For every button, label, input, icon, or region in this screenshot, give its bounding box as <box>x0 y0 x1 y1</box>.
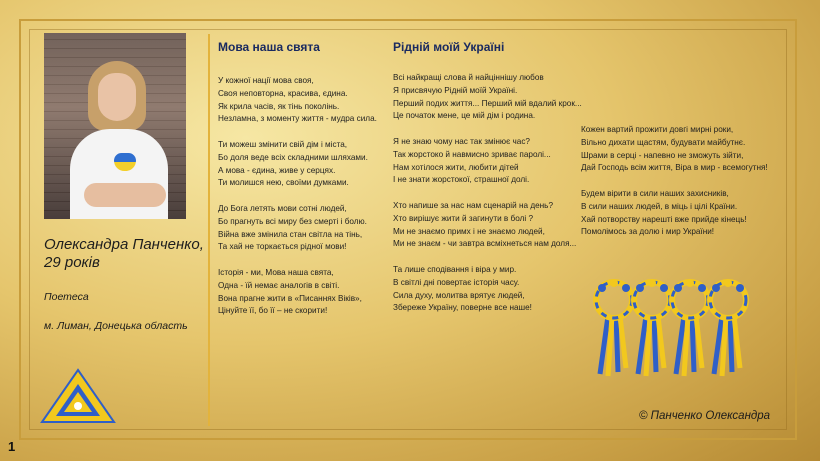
poem-line: Дай Господь всім життя, Віра в мир - всемогутня! <box>581 163 768 173</box>
poem-line: Бо доля веде всіх складними шляхами. <box>218 152 368 162</box>
poem-line: Вона прагне жити в «Писаннях Віків», <box>218 293 362 303</box>
poem-line: Вільно дихати щастям, будувати майбутнє. <box>581 137 746 147</box>
organization-logo-icon <box>38 368 118 426</box>
poem-line: Як крила часів, як тінь поколінь. <box>218 101 340 111</box>
poem1-stanza <box>218 139 377 190</box>
poem-line: Своя неповторна, красива, єдина. <box>218 88 348 98</box>
author-name-line1: Олександра Панченко, <box>44 236 204 253</box>
poem-line: Незламна, з моменту життя - мудра сила. <box>218 114 377 124</box>
poem-line: Хто напише за нас нам сценарій на день? <box>393 200 553 210</box>
poem2-stanza <box>393 72 582 123</box>
poem1-stanza <box>218 75 377 126</box>
author-age: 29 років <box>44 254 100 271</box>
poem3-stanza <box>581 188 768 239</box>
poem-line: Всі найкращі слова й найціннішу любов <box>393 73 544 82</box>
poem-line: Так жорстоко й навмисно зриває паролі... <box>393 149 551 159</box>
wreath-decoration-icon <box>590 276 760 378</box>
poem-line: Помолімось за долю і мир України! <box>581 227 715 237</box>
poem-line: Сила духу, молитва врятує людей, <box>393 290 525 300</box>
poem2-text <box>393 72 582 315</box>
author-name <box>44 236 204 272</box>
poem1-stanza <box>218 203 377 254</box>
poem-line: Хто вирішує жити й загинути в болі ? <box>393 213 534 223</box>
poem-line: Війна вже змінила стан світла на тінь, <box>218 229 363 239</box>
poem-line: Нам хотілося жити, любити дітей <box>393 162 519 172</box>
column-divider <box>208 34 210 426</box>
poem-line: До Бога летять мови сотні людей, <box>218 203 347 213</box>
poem-line: В сили наших людей, в міць і цілі Країни. <box>581 201 738 211</box>
poem-line: Це початок мене, це мій дім і родина. <box>393 111 536 121</box>
page-number: 1 <box>8 439 16 454</box>
poem-line: Ми не знаєм - чи завтра всміхнеться нам доля... <box>393 239 577 249</box>
poem-line: У кожної нації мова своя, <box>218 76 314 85</box>
poem1-text <box>218 75 377 318</box>
poem-line: Хай потворству нарешті вже прийде кінець! <box>581 214 747 224</box>
poem-line: Цінуйте її, бо її – не скорити! <box>218 306 328 316</box>
poem3-stanza <box>581 124 768 175</box>
poem-line: Історія - ми, Мова наша свята, <box>218 267 334 277</box>
poem-line: Я не знаю чому нас так змінює час? <box>393 136 530 146</box>
poem-line: Збереже Україну, поверне все наше! <box>393 303 532 313</box>
poem-line: Ти можеш змінити свій дім і міста, <box>218 139 348 149</box>
poem-line: Я присвячую Рідній моїй Україні. <box>393 85 518 95</box>
poem2-stanza <box>393 200 582 251</box>
poem-line: Перший подих життя... Перший мій вдалий крок... <box>393 98 582 108</box>
author-place: м. Лиман, Донецька область <box>44 320 188 332</box>
poem-line: Одна - їй немає аналогів в світі. <box>218 280 340 290</box>
portrait-photo <box>44 33 186 219</box>
poem2-stanza <box>393 136 582 187</box>
poem-line: Кожен вартий прожити довгі мирні роки, <box>581 125 734 134</box>
copyright-text: © Панченко Олександра <box>639 410 771 422</box>
poem-line: В світлі дні повертає історія часу. <box>393 277 520 287</box>
poem-line: Та хай не торкається рідної мови! <box>218 242 347 252</box>
author-role: Поетеса <box>44 291 89 303</box>
poem-line: Ми не знаємо примх і не знаємо людей, <box>393 226 545 236</box>
poem1-stanza <box>218 267 377 318</box>
poem2-stanza <box>393 264 582 315</box>
poem-line: І не знати жорстокої, страшної долі. <box>393 175 530 185</box>
poem-line: Бо прагнуть всі миру без смерті і болю. <box>218 216 367 226</box>
poem2-title: Рідній моїй Україні <box>393 40 505 54</box>
poem-line: Ти молишся нею, своїми думками. <box>218 178 349 188</box>
poem1-title: Мова наша свята <box>218 40 320 54</box>
poem-line: Та лише сподівання і віра у мир. <box>393 264 517 274</box>
poem-line: Шрами в серці - напевно не зможуть зійти, <box>581 150 744 160</box>
poem3-text <box>581 124 768 239</box>
poem-line: А мова - єдина, живе у серцях. <box>218 165 336 175</box>
poem-line: Будем вірити в сили наших захисників, <box>581 188 729 198</box>
